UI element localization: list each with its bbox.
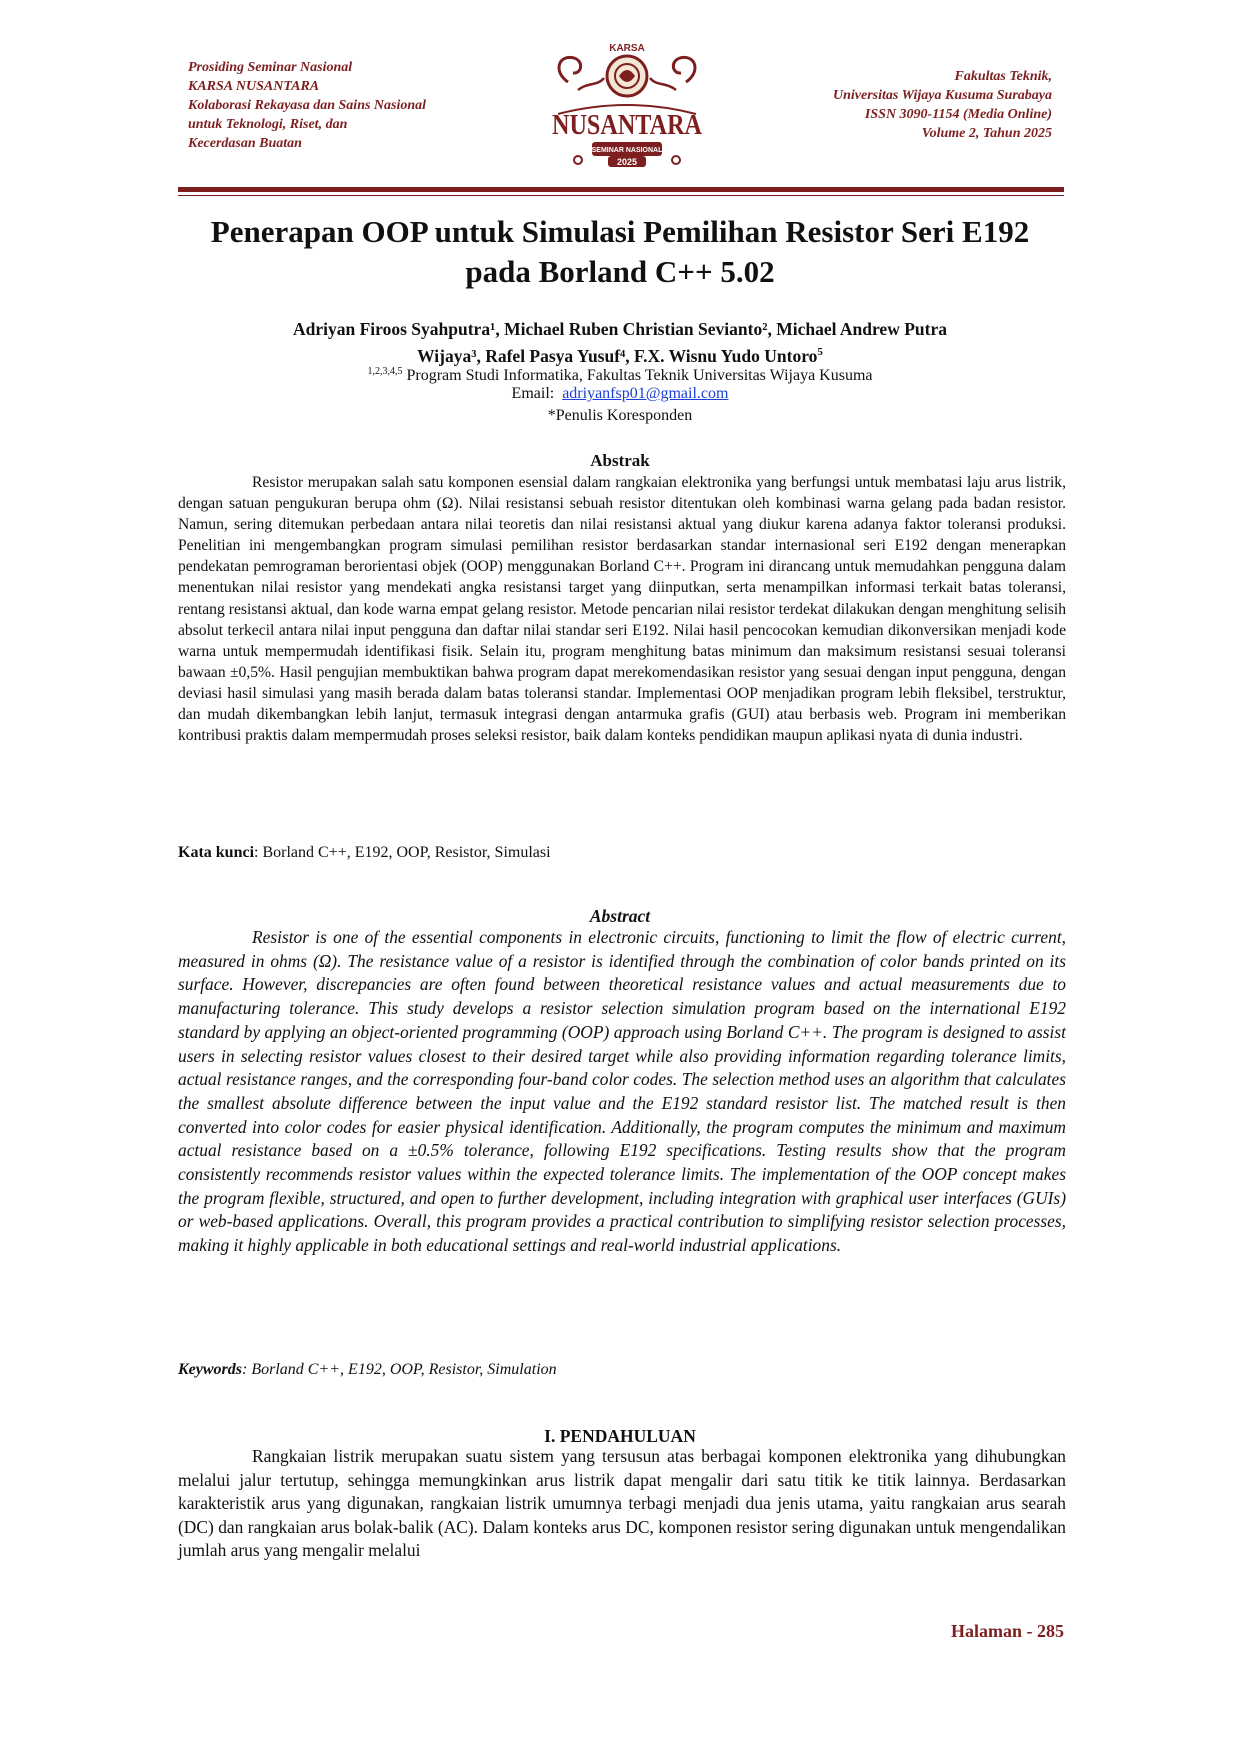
header-left-line: Kolaborasi Rekayasa dan Sains Nasional: [188, 98, 427, 113]
header-proceedings-info: [188, 58, 488, 153]
header-left-line: KARSA NUSANTARA: [188, 79, 320, 94]
logo-top-text: KARSA: [609, 43, 645, 54]
header-right-line: Fakultas Teknik,: [954, 69, 1052, 84]
keywords: [178, 1360, 1066, 1380]
header-right-line: ISSN 3090-1154 (Media Online): [864, 107, 1052, 122]
affiliation-superscript: 1,2,3,4,5: [367, 366, 403, 377]
header-left-line: Prosiding Seminar Nasional: [188, 60, 353, 75]
header-publisher-info: [712, 67, 1052, 143]
affiliation: [160, 362, 1080, 386]
keywords-label: Keywords: [178, 1361, 242, 1378]
karsa-nusantara-logo: [548, 42, 706, 172]
header-right-line: Universitas Wijaya Kusuma Surabaya: [833, 88, 1052, 103]
kata-kunci-values: : Borland C++, E192, OOP, Resistor, Simulasi: [254, 844, 551, 861]
section-text: Rangkaian listrik merupakan suatu sistem yang tersusun atas berbagai komponen elektronika yang dihubungkan melalui jalur tertutup, sehingga memungkinkan arus listrik dapat mengalir dari satu titik ke titik lainnya. Berdasarkan karakteristik arus yang digunakan, rangkaian listrik umumnya terbagi menjadi dua jenis utama, yaitu rangkaian arus searah (DC) dan rangkaian arus bolak-balik (AC). Dalam konteks arus DC, komponen resistor sering digunakan untuk mengendalikan jumlah arus yang mengalir melalui: [178, 1446, 1066, 1561]
logo-main-text: NUSANTARA: [552, 109, 703, 141]
title-line: pada Borland C++ 5.02: [465, 254, 775, 289]
author-line: Adriyan Firoos Syahputra¹, Michael Ruben Christian Sevianto², Michael Andrew Putra: [293, 319, 947, 339]
page-number: Halaman - 285: [950, 1621, 1064, 1641]
keywords-values: : Borland C++, E192, OOP, Resistor, Simulation: [242, 1361, 557, 1378]
author-line-text: Wijaya³, Rafel Pasya Yusuf⁴, F.X. Wisnu Yudo Untoro: [417, 345, 818, 366]
header-divider: [178, 187, 1064, 192]
abstract-body: [178, 926, 1066, 1258]
header-right-line: Volume 2, Tahun 2025: [921, 126, 1052, 141]
corresponding-author-note: *Penulis Koresponden: [547, 407, 693, 424]
email-link[interactable]: adriyanfsp01@gmail.com: [562, 385, 729, 402]
header-divider-thin: [178, 195, 1064, 196]
logo-year: 2025: [616, 157, 638, 167]
section-body: [178, 1445, 1066, 1563]
section-heading: I. PENDAHULUAN: [544, 1426, 696, 1446]
kata-kunci-label: Kata kunci: [178, 844, 255, 861]
email-label: Email:: [511, 385, 555, 402]
abstrak-heading: Abstrak: [590, 451, 650, 470]
header-left-line: untuk Teknologi, Riset, dan: [188, 117, 348, 132]
email-line: [160, 384, 1080, 404]
abstract-heading: Abstract: [589, 906, 651, 926]
abstract-text: Resistor is one of the essential components in electronic circuits, functioning to limit the flow of electric current, measured in ohms (Ω). The resistance value of a resistor is identified through the combination of color bands printed on its surface. However, discrepancies are often found between theoretical resistance values and actual measurements due to manufacturing tolerance. This study develops a resistor selection simulation program based on the international E192 standard by applying an object-oriented programming (OOP) approach using Borland C++. The program is designed to assist users in selecting resistor values closest to their desired target while also providing information regarding tolerance limits, actual resistance ranges, and the corresponding four-band color codes. The selection method uses an algorithm that calculates the smallest absolute difference between the input value and the E192 standard resistor list. The matched result is then converted into color codes for easier physical identification. Additionally, the program computes the minimum and maximum actual resistance based on a ±0.5% tolerance, following E192 specifications. Testing results show that the program consistently recommends resistor values within the expected tolerance limits. The implementation of the OOP concept makes the program flexible, structured, and open to further development, including integration with graphical user interfaces (GUIs) or web-based applications. Overall, this program provides a practical contribution to simplifying resistor selection processes, making it highly applicable in both educational settings and real-world industrial applications.: [178, 927, 1066, 1256]
abstrak-text: Resistor merupakan salah satu komponen esensial dalam rangkaian elektronika yang berfungsi untuk membatasi laju arus listrik, dengan satuan pengukuran berupa ohm (Ω). Nilai resistansi sebuah resistor ditentukan oleh kombinasi warna gelang pada badan resistor. Namun, sering ditemukan perbedaan antara nilai teoretis dan nilai resistansi aktual yang diukur karena adanya faktor toleransi produksi. Penelitian ini mengembangkan program simulasi pemilihan resistor berdasarkan standar internasional seri E192 dengan menerapkan pendekatan pemrograman berorientasi objek (OOP) menggunakan Borland C++. Program ini dirancang untuk memudahkan pengguna dalam menentukan nilai resistor yang mendekati angka resistansi target yang diinputkan, serta menampilkan informasi terkait batas toleransi, rentang resistansi aktual, dan kode warna empat gelang resistor. Metode pencarian nilai resistor terdekat dilakukan dengan menghitung selisih absolut terkecil antara nilai input pengguna dan daftar nilai standar seri E192. Nilai hasil pencocokan kemudian dikonversikan menjadi kode warna untuk mempermudah identifikasi fisik. Selain itu, program menghitung batas minimum dan maksimum resistansi sesuai toleransi bawaan ±0,5%. Hasil pengujian membuktikan bahwa program dapat merekomendasikan resistor yang sesuai dengan input pengguna, dengan deviasi hasil simulasi yang masih berada dalam batas toleransi standar. Implementasi OOP menjadikan program lebih fleksibel, terstruktur, dan mudah dikembangkan lebih lanjut, termasuk integrasi dengan antarmuka grafis (GUI) atau berbasis web. Program ini memberikan kontribusi praktis dalam mempermudah proses seleksi resistor, baik dalam konteks pendidikan maupun aplikasi nyata di dunia industri.: [178, 474, 1066, 745]
kata-kunci: [178, 843, 1066, 863]
header-left-line: Kecerdasan Buatan: [188, 136, 302, 151]
title-line: Penerapan OOP untuk Simulasi Pemilihan Resistor Seri E192: [210, 214, 1030, 249]
affiliation-text: Program Studi Informatika, Fakultas Teknik Universitas Wijaya Kusuma: [406, 367, 873, 384]
abstrak-body: [178, 472, 1066, 746]
author-list: [190, 318, 1050, 368]
author-superscript: 5: [817, 346, 823, 358]
logo-emblem-icon: [548, 42, 706, 172]
logo-sub-text: SEMINAR NASIONAL: [591, 147, 663, 154]
paper-title: [160, 212, 1080, 292]
